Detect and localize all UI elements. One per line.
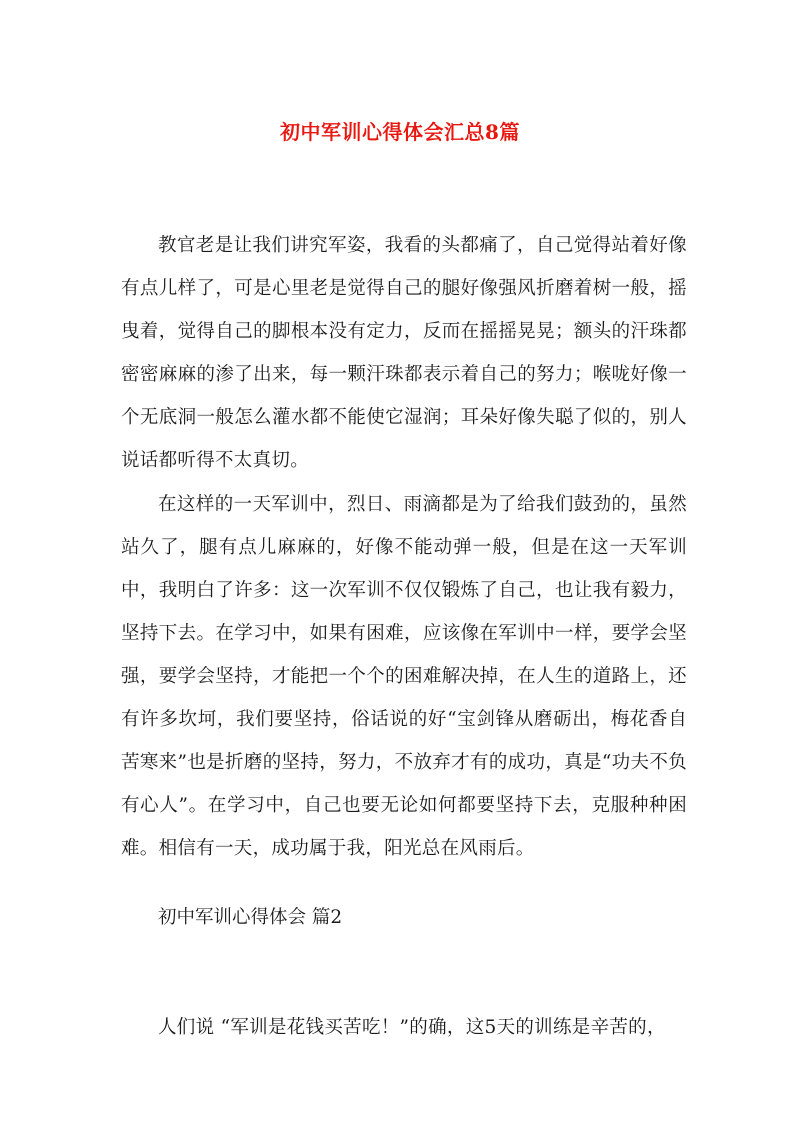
- document-title: 初中军训心得体会汇总8篇: [280, 120, 520, 145]
- paragraph-1: 教官老是让我们讲究军姿，我看的头都痛了，自己觉得站着好像有点儿样了，可是心里老是觉得自己的腿好像强风折磨着树一般，摇曳着，觉得自己的脚根本没有定力，反而在摇摇晃晃；额头的汗珠都密密麻麻的渗了出来，每一颗汗珠都表示着自己的努力；喉咙好像一个无底洞一般怎么灌水都不能使它湿润；耳朵好像失聪了似的，别人说话都听得不太真切。: [121, 235, 687, 471]
- section-heading: 初中军训心得体会 篇2: [158, 907, 343, 928]
- section-paragraph: 人们说 “军训是花钱买苦吃！”的确，这5天的训练是辛苦的，: [158, 1017, 666, 1038]
- paragraph-2: 在这样的一天军训中，烈日、雨滴都是为了给我们鼓劲的，虽然站久了，腿有点儿麻麻的，好像不能动弹一般，但是在这一天军训中，我明白了许多：这一次军训不仅仅锻炼了自己，也让我有毅力，坚持下去。在学习中，如果有困难，应该像在军训中一样，要学会坚强，要学会坚持，才能把一个个的困难解决掉，在人生的道路上，还有许多坎坷，我们要坚持，俗话说的好“宝剑锋从磨砺出，梅花香自苦寒来”也是折磨的坚持，努力，不放弃才有的成功，真是“功夫不负有心人”。在学习中，自己也要无论如何都要坚持下去，克服种种困难。相信有一天，成功属于我，阳光总在风雨后。: [121, 494, 687, 859]
